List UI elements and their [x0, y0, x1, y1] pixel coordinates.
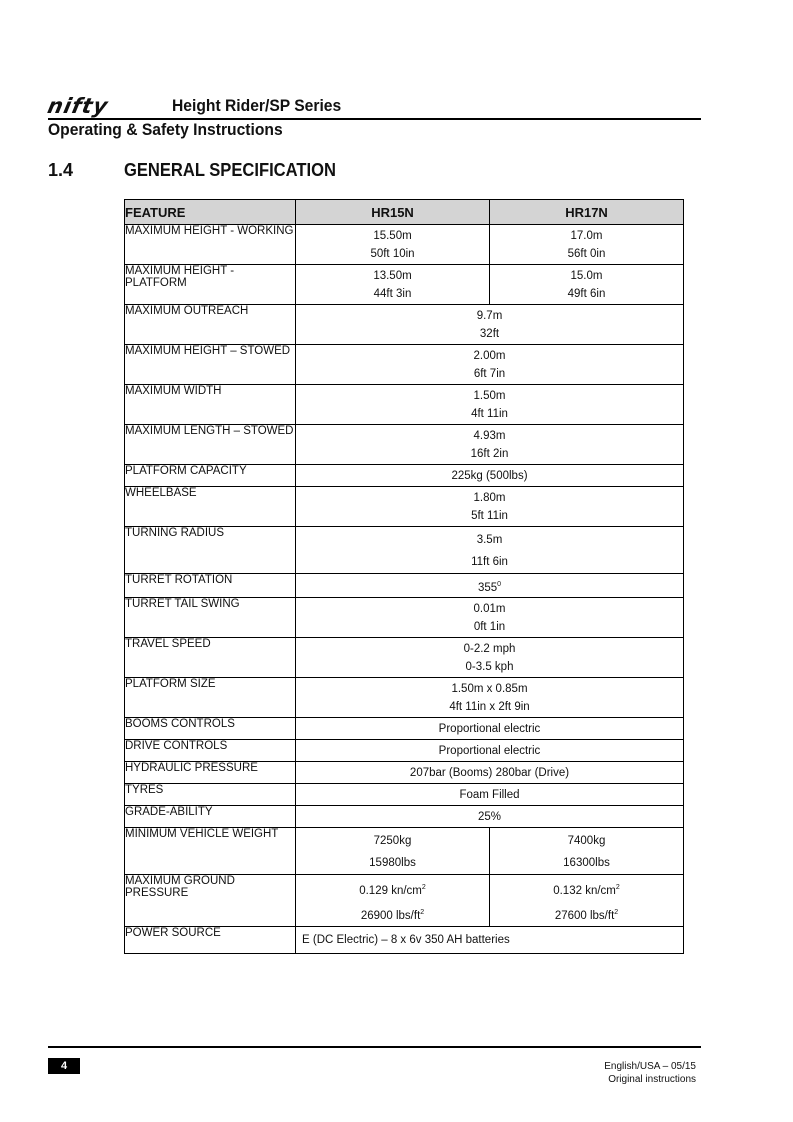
table-row [125, 574, 684, 598]
table-header-row [125, 200, 684, 225]
row-value-hr17n: 17.0m 56ft 0in [490, 225, 684, 265]
document-subtitle: Operating & Safety Instructions [48, 120, 283, 139]
row-value: 225kg (500lbs) [296, 465, 684, 487]
table-row [125, 465, 684, 487]
row-label: MAXIMUM HEIGHT - PLATFORM [125, 265, 296, 305]
row-label: MAXIMUM HEIGHT - WORKING [125, 225, 296, 265]
row-label: TURNING RADIUS [125, 527, 296, 574]
row-value: 0-2.2 mph 0-3.5 kph [296, 637, 684, 677]
section-title: GENERAL SPECIFICATION [124, 160, 336, 180]
row-value: E (DC Electric) – 8 x 6v 350 AH batteries [296, 927, 684, 954]
row-value: 25% [296, 805, 684, 827]
row-label: TRAVEL SPEED [125, 637, 296, 677]
header-hr17n: HR17N [490, 200, 684, 225]
table-row [125, 225, 684, 265]
section-number: 1.4 [48, 160, 74, 180]
row-value-hr17n: 15.0m 49ft 6in [490, 265, 684, 305]
row-value: 2.00m 6ft 7in [296, 345, 684, 385]
row-label: MAXIMUM LENGTH – STOWED [125, 425, 296, 465]
row-value: $355^0$ [296, 574, 684, 598]
series-title: Height Rider/SP Series [172, 96, 342, 115]
row-value-hr17n: 7400kg 16300lbs [490, 827, 684, 874]
row-value-hr15n: 0.129 $kn/cm^2$ 26900 lbs/$ft^2$ [296, 874, 490, 927]
row-value: 207bar (Booms) 280bar (Drive) [296, 761, 684, 783]
specification-table [124, 199, 684, 954]
row-value: 1.50m x 0.85m 4ft 11in x 2ft 9in [296, 677, 684, 717]
table-row [125, 527, 684, 574]
brand-logo: nifty [45, 94, 111, 118]
table-row [125, 385, 684, 425]
row-value-hr15n: 15.50m 50ft 10in [296, 225, 490, 265]
row-value: 0.01m 0ft 1in [296, 597, 684, 637]
row-label: BOOMS CONTROLS [125, 717, 296, 739]
row-label: PLATFORM SIZE [125, 677, 296, 717]
footer-note: Original instructions [608, 1074, 696, 1085]
row-value: 4.93m 16ft 2in [296, 425, 684, 465]
row-value: Proportional electric [296, 717, 684, 739]
table-row [125, 677, 684, 717]
row-value-hr15n: 13.50m 44ft 3in [296, 265, 490, 305]
table-row [125, 425, 684, 465]
row-label: TURRET ROTATION [125, 574, 296, 598]
row-value: 1.80m 5ft 11in [296, 487, 684, 527]
row-label: MAXIMUM WIDTH [125, 385, 296, 425]
header-feature: FEATURE [125, 200, 296, 225]
row-label: PLATFORM CAPACITY [125, 465, 296, 487]
row-value: 9.7m 32ft [296, 305, 684, 345]
row-label: POWER SOURCE [125, 927, 296, 954]
row-value-hr15n: 7250kg 15980lbs [296, 827, 490, 874]
table-row [125, 805, 684, 827]
table-row [125, 717, 684, 739]
table-row [125, 927, 684, 954]
row-label: TYRES [125, 783, 296, 805]
row-label: TURRET TAIL SWING [125, 597, 296, 637]
table-row [125, 827, 684, 874]
row-label: GRADE-ABILITY [125, 805, 296, 827]
table-row [125, 345, 684, 385]
table-row [125, 265, 684, 305]
footer-info [604, 1060, 696, 1086]
footer-divider [48, 1046, 701, 1048]
table-row [125, 637, 684, 677]
table-row [125, 739, 684, 761]
row-label: MAXIMUM HEIGHT – STOWED [125, 345, 296, 385]
row-label: MAXIMUM OUTREACH [125, 305, 296, 345]
table-row [125, 487, 684, 527]
row-label: WHEELBASE [125, 487, 296, 527]
table-row [125, 783, 684, 805]
row-value: Foam Filled [296, 783, 684, 805]
table-row [125, 874, 684, 927]
row-label: DRIVE CONTROLS [125, 739, 296, 761]
row-label: MINIMUM VEHICLE WEIGHT [125, 827, 296, 874]
row-value: Proportional electric [296, 739, 684, 761]
row-value: 3.5m 11ft 6in [296, 527, 684, 574]
footer-language-date: English/USA – 05/15 [604, 1061, 696, 1072]
row-value-hr17n: 0.132 $kn/cm^2$ 27600 lbs/$ft^2$ [490, 874, 684, 927]
row-label: HYDRAULIC PRESSURE [125, 761, 296, 783]
header-hr15n: HR15N [296, 200, 490, 225]
table-row [125, 597, 684, 637]
table-row [125, 305, 684, 345]
row-value: 1.50m 4ft 11in [296, 385, 684, 425]
table-row [125, 761, 684, 783]
row-label: MAXIMUM GROUND PRESSURE [125, 874, 296, 927]
page-number: 4 [48, 1058, 80, 1074]
